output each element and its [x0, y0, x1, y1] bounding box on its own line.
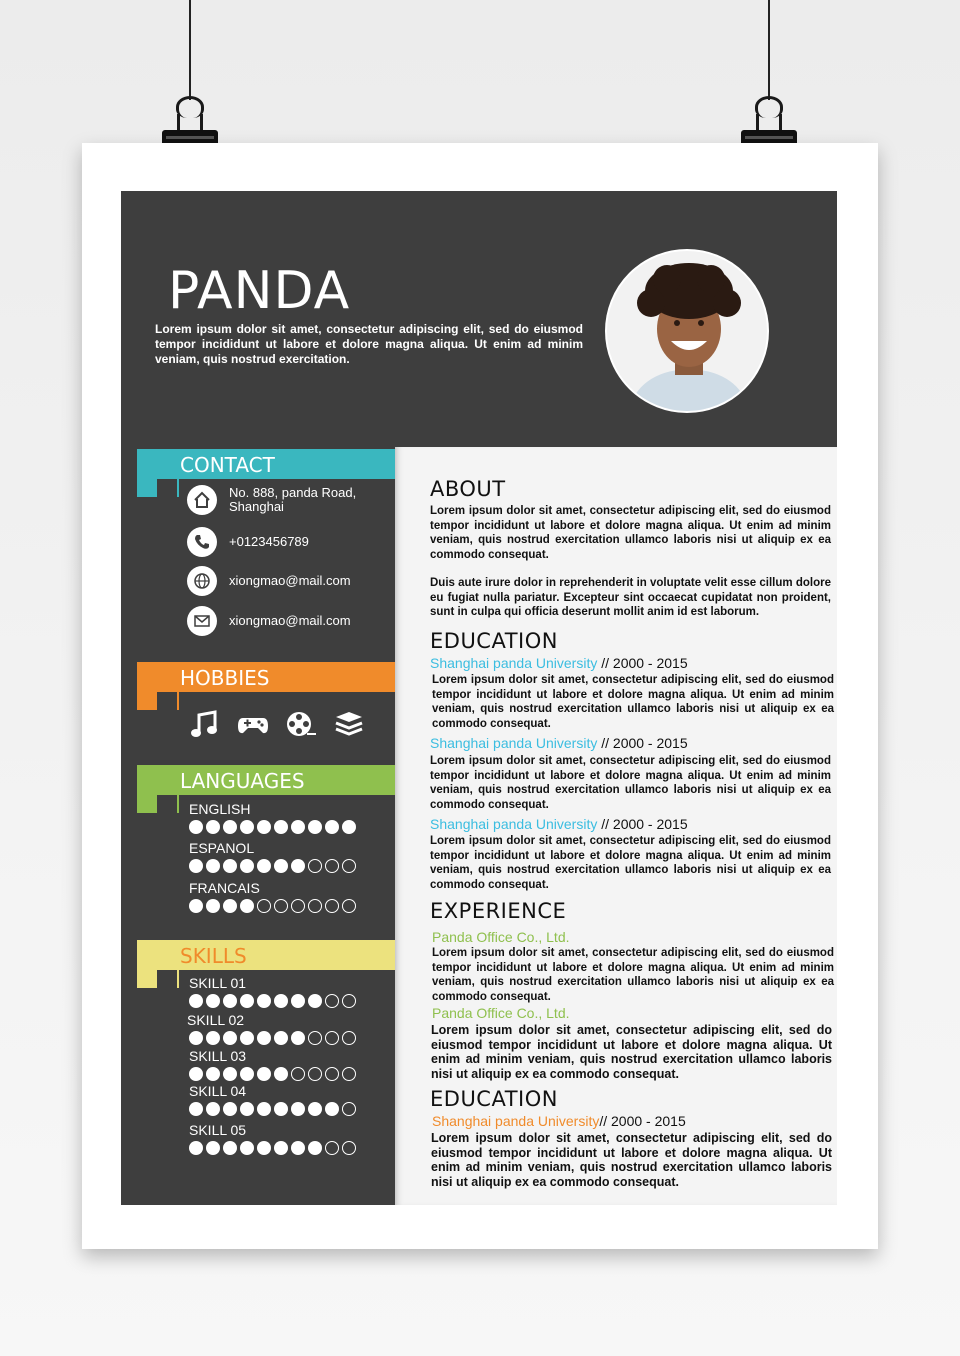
education-description: Lorem ipsum dolor sit amet, consectetur adipiscing elit, sed do eiusmod tempor incididunt ut labore et dolore magna aliqua. Ut enim ad minim veniam, quis nostrud exercitation ullamco laboris nisi ut aliquip ex ea commodo consequat.: [432, 674, 834, 730]
skill-level: [189, 1141, 356, 1155]
level-dot-filled: [274, 1067, 288, 1081]
education-period: // 2000 - 2015: [597, 655, 688, 671]
level-dot-empty: [342, 859, 356, 873]
education-entry-head: [432, 1113, 686, 1129]
film-reel-icon: [285, 709, 317, 739]
company-name: Panda Office Co., Ltd.: [432, 1005, 570, 1021]
level-dot-filled: [223, 899, 237, 913]
level-dot-filled: [257, 1102, 271, 1116]
level-dot-filled: [257, 1031, 271, 1045]
institution-name: Shanghai panda University: [430, 655, 598, 671]
level-dot-empty: [342, 1031, 356, 1045]
language-level: [189, 820, 356, 834]
level-dot-empty: [325, 994, 339, 1008]
home-icon: [187, 485, 217, 515]
level-dot-empty: [342, 1141, 356, 1155]
education-entry-head: [430, 655, 688, 671]
education-entry-head: [430, 816, 688, 832]
skill-01: [189, 975, 356, 1008]
skill-04: [189, 1083, 356, 1116]
level-dot-filled: [189, 994, 203, 1008]
books-icon: [333, 709, 365, 739]
level-dot-filled: [189, 1102, 203, 1116]
level-dot-empty: [274, 899, 288, 913]
education-description: Lorem ipsum dolor sit amet, consectetur adipiscing elit, sed do eiusmod tempor incididunt ut labore et dolore magna aliqua. Ut enim ad minim veniam, quis nostrud exercitation ullamco laboris nisi ut aliquip ex ea commodo consequat.: [430, 755, 831, 811]
level-dot-empty: [308, 899, 322, 913]
level-dot-filled: [308, 1141, 322, 1155]
institution-name: Shanghai panda University: [432, 1113, 600, 1129]
level-dot-filled: [189, 899, 203, 913]
skill-name: SKILL 02: [187, 1012, 245, 1028]
level-dot-filled: [342, 820, 356, 834]
skill-level: [189, 1031, 356, 1045]
level-dot-filled: [223, 994, 237, 1008]
level-dot-filled: [223, 1031, 237, 1045]
level-dot-filled: [291, 820, 305, 834]
level-dot-filled: [291, 859, 305, 873]
level-dot-filled: [240, 899, 254, 913]
skill-name: SKILL 01: [189, 975, 247, 991]
level-dot-filled: [223, 859, 237, 873]
level-dot-filled: [257, 820, 271, 834]
phone-icon: [187, 527, 217, 557]
level-dot-empty: [325, 899, 339, 913]
hobby-icons: [189, 709, 365, 739]
skill-name: SKILL 05: [189, 1122, 247, 1138]
education-entry-head: [430, 735, 688, 751]
level-dot-filled: [189, 1031, 203, 1045]
education-description: Lorem ipsum dolor sit amet, consectetur adipiscing elit, sed do eiusmod tempor incididunt ut labore et dolore magna aliqua. Ut enim ad minim veniam, quis nostrud exercitation ullamco laboris nisi ut aliquip ex ea commodo consequat.: [431, 1131, 832, 1189]
education-period: // 2000 - 2015: [597, 816, 688, 832]
level-dot-filled: [240, 820, 254, 834]
level-dot-filled: [189, 1141, 203, 1155]
language-espanol: [189, 840, 356, 873]
level-dot-filled: [274, 994, 288, 1008]
level-dot-filled: [308, 1102, 322, 1116]
level-dot-filled: [240, 1141, 254, 1155]
level-dot-empty: [325, 859, 339, 873]
level-dot-filled: [223, 1141, 237, 1155]
experience-entry-head: [432, 929, 570, 945]
about-paragraph-1: Lorem ipsum dolor sit amet, consectetur adipiscing elit, sed do eiusmod tempor incididunt ut labore et dolore magna aliqua. Ut enim ad minim veniam, quis nostrud exercitation ullamco laboris nisi ut aliquip ex ea commodo consequat.: [430, 505, 831, 561]
level-dot-empty: [342, 899, 356, 913]
level-dot-filled: [291, 1141, 305, 1155]
level-dot-filled: [189, 820, 203, 834]
level-dot-filled: [223, 1102, 237, 1116]
language-francais: [189, 880, 356, 913]
level-dot-empty: [308, 859, 322, 873]
level-dot-empty: [342, 1102, 356, 1116]
level-dot-filled: [206, 899, 220, 913]
level-dot-filled: [206, 859, 220, 873]
contact-phone-text: +0123456789: [229, 534, 309, 549]
level-dot-filled: [223, 1067, 237, 1081]
skill-02: [187, 1012, 356, 1045]
languages-title: LANGUAGES: [180, 769, 305, 793]
level-dot-filled: [308, 994, 322, 1008]
level-dot-empty: [325, 1031, 339, 1045]
level-dot-filled: [223, 820, 237, 834]
about-paragraph-2: Duis aute irure dolor in reprehenderit in voluptate velit esse cillum dolore eu fugiat nulla pariatur. Excepteur sint occaecat cupidatat non proident, sunt in culpa qui officia deserunt mollit anim id est laborum.: [430, 577, 831, 618]
profile-photo: [605, 249, 769, 413]
level-dot-filled: [240, 1102, 254, 1116]
hobbies-title: HOBBIES: [180, 666, 270, 690]
contact-phone: [187, 527, 309, 557]
skill-level: [189, 1067, 356, 1081]
level-dot-filled: [240, 859, 254, 873]
level-dot-filled: [291, 1102, 305, 1116]
main-content: [395, 447, 837, 1205]
resume-header: [121, 191, 837, 447]
level-dot-filled: [274, 1141, 288, 1155]
level-dot-empty: [291, 899, 305, 913]
person-portrait-icon: [607, 251, 769, 413]
level-dot-empty: [291, 1067, 305, 1081]
skill-level: [189, 994, 356, 1008]
level-dot-filled: [240, 994, 254, 1008]
contact-email: [187, 606, 351, 636]
education-description: Lorem ipsum dolor sit amet, consectetur adipiscing elit, sed do eiusmod tempor incididunt ut labore et dolore magna aliqua. Ut enim ad minim veniam, quis nostrud exercitation ullamco laboris nisi ut aliquip ex ea commodo consequat.: [430, 835, 831, 891]
contact-title: CONTACT: [180, 453, 275, 477]
education-title-2: EDUCATION: [430, 1087, 558, 1111]
skill-level: [189, 1102, 356, 1116]
level-dot-empty: [325, 1067, 339, 1081]
level-dot-filled: [274, 820, 288, 834]
level-dot-filled: [257, 1067, 271, 1081]
music-icon: [189, 709, 221, 739]
level-dot-filled: [257, 1141, 271, 1155]
level-dot-filled: [206, 994, 220, 1008]
mail-icon: [187, 606, 217, 636]
level-dot-filled: [257, 994, 271, 1008]
level-dot-filled: [206, 1102, 220, 1116]
experience-title: EXPERIENCE: [430, 899, 567, 923]
education-period: // 2000 - 2015: [599, 1113, 686, 1129]
language-name: ENGLISH: [189, 801, 251, 817]
level-dot-filled: [206, 1031, 220, 1045]
level-dot-filled: [240, 1067, 254, 1081]
level-dot-filled: [206, 1067, 220, 1081]
skill-05: [189, 1122, 356, 1155]
gamepad-icon: [237, 709, 269, 739]
skill-03: [189, 1048, 356, 1081]
level-dot-empty: [308, 1067, 322, 1081]
hanging-wire-left: [189, 0, 191, 100]
level-dot-filled: [206, 820, 220, 834]
skill-name: SKILL 04: [189, 1083, 247, 1099]
language-english: [189, 801, 356, 834]
education-period: // 2000 - 2015: [597, 735, 688, 751]
globe-icon: [187, 566, 217, 596]
contact-email-text: xiongmao@mail.com: [229, 613, 351, 628]
level-dot-empty: [342, 994, 356, 1008]
level-dot-filled: [325, 820, 339, 834]
level-dot-filled: [308, 820, 322, 834]
level-dot-filled: [274, 859, 288, 873]
institution-name: Shanghai panda University: [430, 816, 598, 832]
level-dot-filled: [257, 859, 271, 873]
experience-description: Lorem ipsum dolor sit amet, consectetur adipiscing elit, sed do eiusmod tempor incididunt ut labore et dolore magna aliqua. Ut enim ad minim veniam, quis nostrud exercitation ullamco laboris nisi ut aliquip ex ea commodo consequat.: [431, 1023, 832, 1081]
level-dot-empty: [257, 899, 271, 913]
level-dot-empty: [342, 1067, 356, 1081]
hanging-wire-right: [768, 0, 770, 100]
company-name: Panda Office Co., Ltd.: [432, 929, 570, 945]
person-name: PANDA: [168, 261, 351, 321]
level-dot-filled: [291, 994, 305, 1008]
level-dot-filled: [189, 859, 203, 873]
experience-entry-head: [432, 1005, 570, 1021]
left-sidebar: [121, 447, 395, 1205]
language-name: FRANCAIS: [189, 880, 260, 896]
level-dot-filled: [274, 1102, 288, 1116]
contact-address-text: No. 888, panda Road, Shanghai: [229, 485, 357, 514]
level-dot-filled: [189, 1067, 203, 1081]
level-dot-empty: [325, 1141, 339, 1155]
level-dot-filled: [240, 1031, 254, 1045]
language-level: [189, 859, 356, 873]
education-title: EDUCATION: [430, 629, 558, 653]
institution-name: Shanghai panda University: [430, 735, 598, 751]
contact-address: [187, 485, 369, 515]
experience-description: Lorem ipsum dolor sit amet, consectetur adipiscing elit, sed do eiusmod tempor incididunt ut labore et dolore magna aliqua. Ut enim ad minim veniam, quis nostrud exercitation ullamco laboris nisi ut aliquip ex ea commodo consequat.: [432, 947, 834, 1003]
language-level: [189, 899, 356, 913]
level-dot-filled: [274, 1031, 288, 1045]
level-dot-empty: [308, 1031, 322, 1045]
level-dot-filled: [325, 1102, 339, 1116]
skills-title: SKILLS: [180, 944, 247, 968]
intro-text: Lorem ipsum dolor sit amet, consectetur adipiscing elit, sed do eiusmod tempor incididunt ut labore et dolore magna aliqua. Ut enim ad minim veniam, quis nostrud exercitation.: [155, 322, 583, 366]
contact-web: [187, 566, 351, 596]
contact-web-text: xiongmao@mail.com: [229, 573, 351, 588]
about-title: ABOUT: [430, 477, 506, 501]
level-dot-filled: [291, 1031, 305, 1045]
level-dot-filled: [206, 1141, 220, 1155]
skill-name: SKILL 03: [189, 1048, 247, 1064]
language-name: ESPANOL: [189, 840, 255, 856]
